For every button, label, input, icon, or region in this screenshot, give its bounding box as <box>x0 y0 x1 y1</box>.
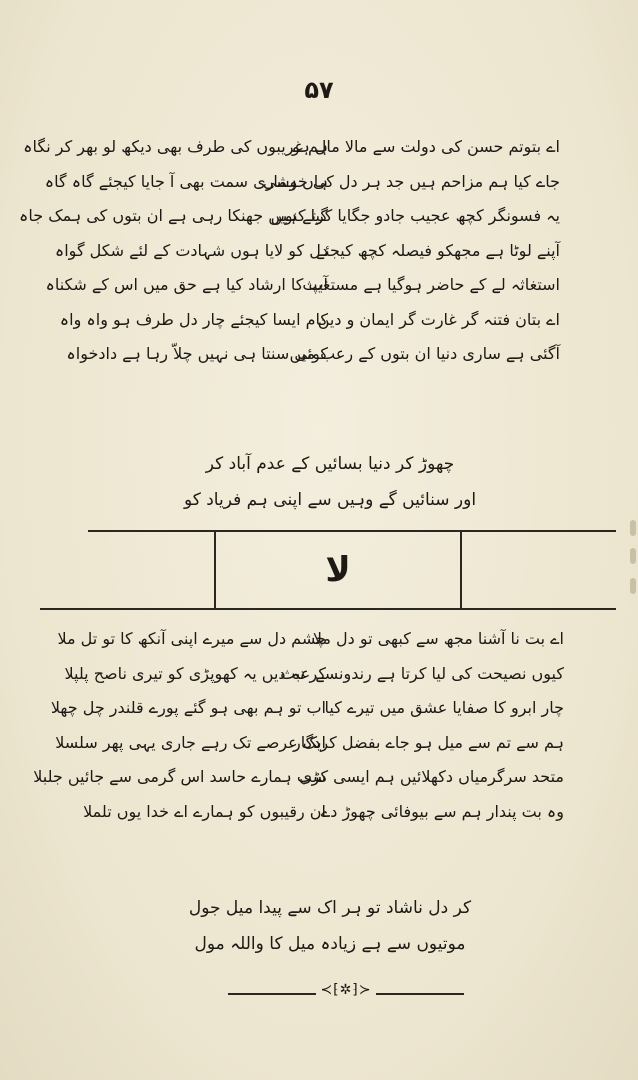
page-edge-mark <box>630 578 636 594</box>
verse-line: آگئی ہے ساری دنیا ان بتوں کے رعب میں <box>289 344 560 363</box>
verse-line: کوئی سنتا ہی نہیں چلاّ رہا ہے دادخواہ <box>66 344 328 363</box>
section-b-left-column <box>33 622 326 829</box>
verse-line: آپ کا ارشاد کیا ہے حق میں اس کے شکناہ <box>45 275 328 294</box>
ornament-glyph: ≺⁅✲⁆≻ <box>320 982 372 998</box>
section-a-right-column <box>262 130 560 372</box>
verse-line: متحد سرگرمیاں دکھلائیں ہم ایسی کڑی <box>299 767 564 786</box>
ornamental-divider <box>228 982 464 1002</box>
couplet-line: کر دل ناشاد تو ہر اک سے پیدا میل جول <box>188 898 472 918</box>
verse-line: جاے کیا ہم مزاحم ہیں جد ہر دل کی خوشی <box>262 171 560 191</box>
couplet-line: اور سنائیں گے وہیں سے اپنی ہم فریاد کو <box>183 490 477 510</box>
section-b-couplet <box>120 890 540 962</box>
section-b-right-column <box>280 622 564 829</box>
heading-rule-bottom <box>40 608 616 610</box>
verse-line: اے بتوتم حسن کی دولت سے مالا مال ہو <box>292 137 560 156</box>
verse-line: کیوں نصیحت کی لیا کرتا ہے رندونسے عبث <box>280 663 564 683</box>
couplet-line: موتیوں سے ہے زیادہ میل کا واللہ مول <box>194 934 466 954</box>
verse-line: کام ایسا کیجئے چار دل طرف ہو واہ واہ <box>59 309 328 329</box>
page-edge-mark <box>630 548 636 564</box>
heading-rule-top <box>88 530 616 532</box>
verse-line: کر نہ دیں یہ کھوپڑی کو تیری ناصح پلپلا <box>64 663 326 683</box>
verse-line: چشم دل سے میرے اپنی آنکھ کا تو تل ملا <box>57 629 326 648</box>
page-number: ۵۷ <box>304 76 334 104</box>
section-a-couplet <box>120 446 540 518</box>
couplet-line: چھوڑ کر دنیا بسائیں کے عدم آباد کر <box>205 454 455 474</box>
verse-line: اے بتان فتنہ گر غارت گر ایمان و دین <box>317 309 560 329</box>
verse-line: گیا کنویں جھنکا رہی ہے ان بتوں کی ہمک جاہ <box>19 206 328 225</box>
verse-line: آپنے لوٹا ہے مجھکو فیصلہ کچھ کیجئے <box>315 240 560 260</box>
verse-line: یہ فسونگر کچھ عجیب جادو جگایا کرتے ہیں <box>270 206 560 225</box>
section-a-left-column <box>19 130 328 372</box>
verse-line: وہ بت پندار ہم سے بیوفائی چھوڑ دے <box>320 801 564 821</box>
verse-line: استغاثہ لے کے حاضر ہوگیا ہے مستغیث <box>302 275 560 294</box>
verse-line: چار ابرو کا صفایا عشق میں تیرے کیا <box>324 698 564 717</box>
verse-line: ہاں ہماری سمت بھی آ جایا کیجئے گاہ گاہ <box>44 171 328 191</box>
verse-line: دل کو لایا ہوں شہادت کے لئے شکل گواہ <box>54 240 328 260</box>
verse-line: اے بت نا آشنا مجھ سے کبھی تو دل ملا <box>312 629 564 648</box>
page-edge-mark <box>630 520 636 536</box>
section-heading: لا <box>325 550 351 590</box>
verse-line: ان رقیبوں کو ہمارے اے خدا یوں تلملا <box>83 801 326 821</box>
ornament-line-right <box>376 993 464 995</box>
verse-line: ہم سے تم سے میل ہو جاے بفضل کردگار <box>293 732 564 752</box>
verse-line: سب ہمارے حاسد اس گرمی سے جائیں جلبلا <box>33 767 326 786</box>
verse-line: اب تو ہم بھی ہو گئے پورے قلندر چل چھلا <box>50 698 326 717</box>
heading-divider-right <box>460 530 462 608</box>
verse-line: ہم غریبوں کی طرف بھی دیکھ لو بھر کر نگاہ <box>23 137 328 156</box>
ornament-line-left <box>228 993 316 995</box>
verse-line: ایک عرصے تک رہے جاری یہی پھر سلسلا <box>55 732 326 752</box>
